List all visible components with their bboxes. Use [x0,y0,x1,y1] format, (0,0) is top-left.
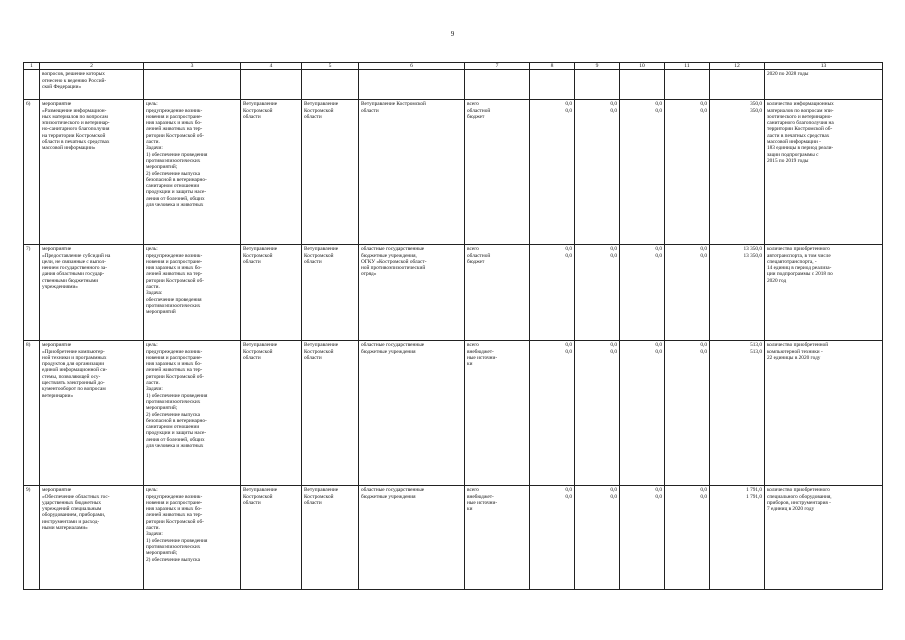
funding-value: 0,0 0,0 [665,341,710,486]
event-name: мероприятие «Обеспечение областных гос- ударственных бюджетных учреждений специальным оборудованием, приборами, инструментами и расход- ными материалами» [40,486,144,590]
funding-value [530,70,575,100]
column-header: 12 [710,63,765,70]
funding-value: 0,0 0,0 [530,245,575,341]
row-number [24,70,40,100]
column-header: 4 [241,63,302,70]
expected-result: количество приобретенной компьютерной техники - 22 единицы в 2020 году [765,341,883,486]
funding-total: 1 791,0 1 791,0 [710,486,765,590]
coordinator: Ветуправление Костромской области [302,245,359,341]
table-row [24,245,883,341]
column-header: 5 [302,63,359,70]
funding-total: 513,0 513,0 [710,341,765,486]
funding-value: 0,0 0,0 [530,486,575,590]
coordinator: Ветуправление Костромской области [302,341,359,486]
executors: областные государственные бюджетные учреждения [359,341,465,486]
customer: Ветуправление Костромской области [241,486,302,590]
coordinator: Ветуправление Костромской области [302,486,359,590]
column-header: 3 [144,63,241,70]
column-header: 7 [465,63,530,70]
goal-tasks: цель: предупреждение возник- новения и распростране- ния заразных и иных бо- лезней животных на тер- ритории Костромской об- ласти. Задачи: 1) обеспечение проведения противоэпизоотических мероприятий; 2) обеспечение выпуска безопасной в ветеринарно- санитарном отношении продукции и защиты насе- ления от болезней, общих для человека и животных [144,100,241,245]
executors: областные государственные бюджетные учреждения [359,486,465,590]
coordinator [302,70,359,100]
expected-result: количество приобретенного специального оборудования, приборов, инструментария - 7 единиц в 2020 году [765,486,883,590]
funding-total: 13 350,0 13 350,0 [710,245,765,341]
row-number: 6) [24,100,40,245]
funding-value: 0,0 0,0 [575,245,620,341]
funding-value [665,70,710,100]
funding-source: всего внебюджет- ные источни- ки [465,486,530,590]
event-name: вопросов, решение которых отнесено к ведению Россий- ской Федерации» [40,70,144,100]
column-header: 6 [359,63,465,70]
row-number: 7) [24,245,40,341]
row-number: 9) [24,486,40,590]
customer: Ветуправление Костромской области [241,100,302,245]
expected-result: количество информационных материалов по вопросам эпи- зоотического и ветеринарно- санитарного благополучия на территории Костромской об- ласти в печатных средствах массовой информации - 183 единицы в период реали- зации подпрограммы с 2015 по 2019 годы [765,100,883,245]
funding-total [710,70,765,100]
funding-value: 0,0 0,0 [530,341,575,486]
event-name: мероприятие «Размещение информацион- ных материалов по вопросам эпизоотического и ветеринар- но-санитарного благополучия на территории Костромской области в печатных средствах массовой информации» [40,100,144,245]
funding-value [620,70,665,100]
goal-tasks [144,70,241,100]
funding-total: 350,0 350,0 [710,100,765,245]
executors: Ветуправление Костромской области [359,100,465,245]
funding-source: всего внебюджет- ные источни- ки [465,341,530,486]
coordinator: Ветуправление Костромской области [302,100,359,245]
funding-value: 0,0 0,0 [620,245,665,341]
funding-value: 0,0 0,0 [620,100,665,245]
expected-result: количество приобретенного автотранспорта, в том числе спецавтотранспорта, - 14 единиц в период реализа- ции подпрограммы с 2018 по 2020 год [765,245,883,341]
row-number: 8) [24,341,40,486]
funding-value [575,70,620,100]
expected-result: 2020 по 2028 годы [765,70,883,100]
table-row [24,486,883,590]
funding-value: 0,0 0,0 [620,341,665,486]
program-events-table [23,62,883,590]
column-header: 10 [620,63,665,70]
funding-value: 0,0 0,0 [575,100,620,245]
funding-value: 0,0 0,0 [665,486,710,590]
table-row [24,341,883,486]
event-name: мероприятие «Приобретение компьютер- ной техники и программных продуктов для организации единой информационной си- стемы, позволяющей осу- ществлять электронный до- кументооборот по вопросам ветеринарии» [40,341,144,486]
table-row [24,100,883,245]
funding-value: 0,0 0,0 [575,486,620,590]
event-name: мероприятие «Предоставление субсидий на цели, не связанные с выпол- нением государственного за- дания областными государ- ственными бюджетными учреждениями» [40,245,144,341]
funding-source: всего областной бюджет [465,100,530,245]
funding-source [465,70,530,100]
column-header: 2 [40,63,144,70]
customer [241,70,302,100]
page-number: 9 [450,30,455,38]
column-header: 9 [575,63,620,70]
funding-value: 0,0 0,0 [665,100,710,245]
customer: Ветуправление Костромской области [241,341,302,486]
table-row [24,70,883,100]
column-header: 8 [530,63,575,70]
funding-value: 0,0 0,0 [575,341,620,486]
column-number-row [24,63,883,70]
executors [359,70,465,100]
funding-value: 0,0 0,0 [530,100,575,245]
funding-source: всего областной бюджет [465,245,530,341]
goal-tasks: цель: предупреждение возник- новения и распростране- ния заразных и иных бо- лезней животных на тер- ритории Костромской об- ласти. Задачи: 1) обеспечение проведения противоэпизоотических мероприятий; 2) обеспечение выпуска безопасной в ветеринарно- санитарном отношении продукции и защиты насе- ления от болезней, общих для человека и животных [144,341,241,486]
column-header: 1 [24,63,40,70]
goal-tasks: цель: предупреждение возник- новения и распростране- ния заразных и иных бо- лезней животных на тер- ритории Костромской об- ласти. Задачи: 1) обеспечение проведения противоэпизоотических мероприятий; 2) обеспечение выпуска [144,486,241,590]
customer: Ветуправление Костромской области [241,245,302,341]
executors: областные государственные бюджетные учреждения, ОГКУ «Костромской област- ной противоэпизоотический отряд» [359,245,465,341]
funding-value: 0,0 0,0 [620,486,665,590]
column-header: 11 [665,63,710,70]
goal-tasks: цель: предупреждение возник- новения и распростране- ния заразных и иных бо- лезней животных на тер- ритории Костромской об- ласти. Задача: обеспечение проведения противоэпизоотических мероприятий [144,245,241,341]
column-header: 13 [765,63,883,70]
funding-value: 0,0 0,0 [665,245,710,341]
